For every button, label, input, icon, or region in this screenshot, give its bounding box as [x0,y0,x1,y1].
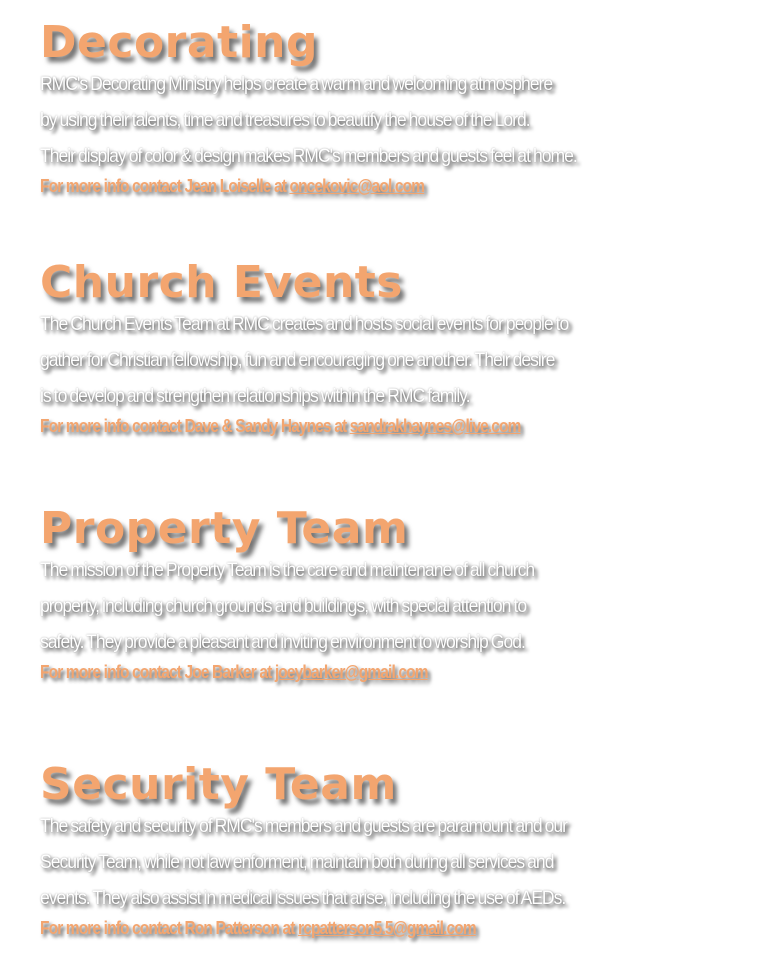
contact-line [40,414,668,438]
section-heading: Church Events [40,257,403,308]
section-description [40,552,697,660]
description-line: The mission of the Property Team is the care and maintenane of all church [40,559,535,581]
section-security-team [40,759,770,940]
description-line: Their display of color & design makes RMC's members and guests feel at home. [40,145,577,167]
contact-line [40,174,668,198]
contact-line [40,916,668,940]
description-line: events. They also assist in medical issues that arise, including the use of AEDs. [40,887,566,909]
contact-email-link[interactable]: oncekovic@aol.com [289,176,425,196]
description-line: The Church Events Team at RMC creates and hosts social events for people to [40,313,569,335]
section-description [40,808,697,916]
contact-prefix: For more info contact Joe Barker at [40,662,275,682]
contact-email-link[interactable]: sandrakhaynes@live.com [349,416,521,436]
description-line: RMC's Decorating Ministry helps create a warm and welcoming atmosphere [40,73,553,95]
section-heading: Decorating [40,17,319,68]
contact-email-link[interactable]: joeybarker@gmail.com [274,662,428,682]
contact-prefix: For more info contact Jean Loiselle at [40,176,290,196]
section-heading: Security Team [40,759,397,810]
contact-email-link[interactable]: rcpatterson5.5@gmail.com [298,918,476,938]
section-heading: Property Team [40,503,409,554]
section-property-team [40,503,770,684]
description-line: is to develop and strengthen relationships within the RMC family. [40,385,470,407]
description-line: Security Team, while not law enforment, maintain both during all services and [40,851,554,873]
contact-line [40,660,668,684]
contact-prefix: For more info contact Ron Patterson at [40,918,299,938]
section-description [40,306,697,414]
description-line: property, including church grounds and buildings, with special attention to [40,595,527,617]
section-description [40,66,697,174]
description-line: by using their talents, time and treasures to beautify the house of the Lord. [40,109,530,131]
description-line: safety. They provide a pleasant and inviting environment to worship God. [40,631,525,653]
contact-prefix: For more info contact Dave & Sandy Haynes at [40,416,350,436]
description-line: gather for Christian fellowship, fun and encouraging one another. Their desire [40,349,555,371]
section-church-events [40,257,770,438]
description-line: The safety and security of RMC's members and guests are paramount and our [40,815,568,837]
section-decorating [40,17,770,198]
